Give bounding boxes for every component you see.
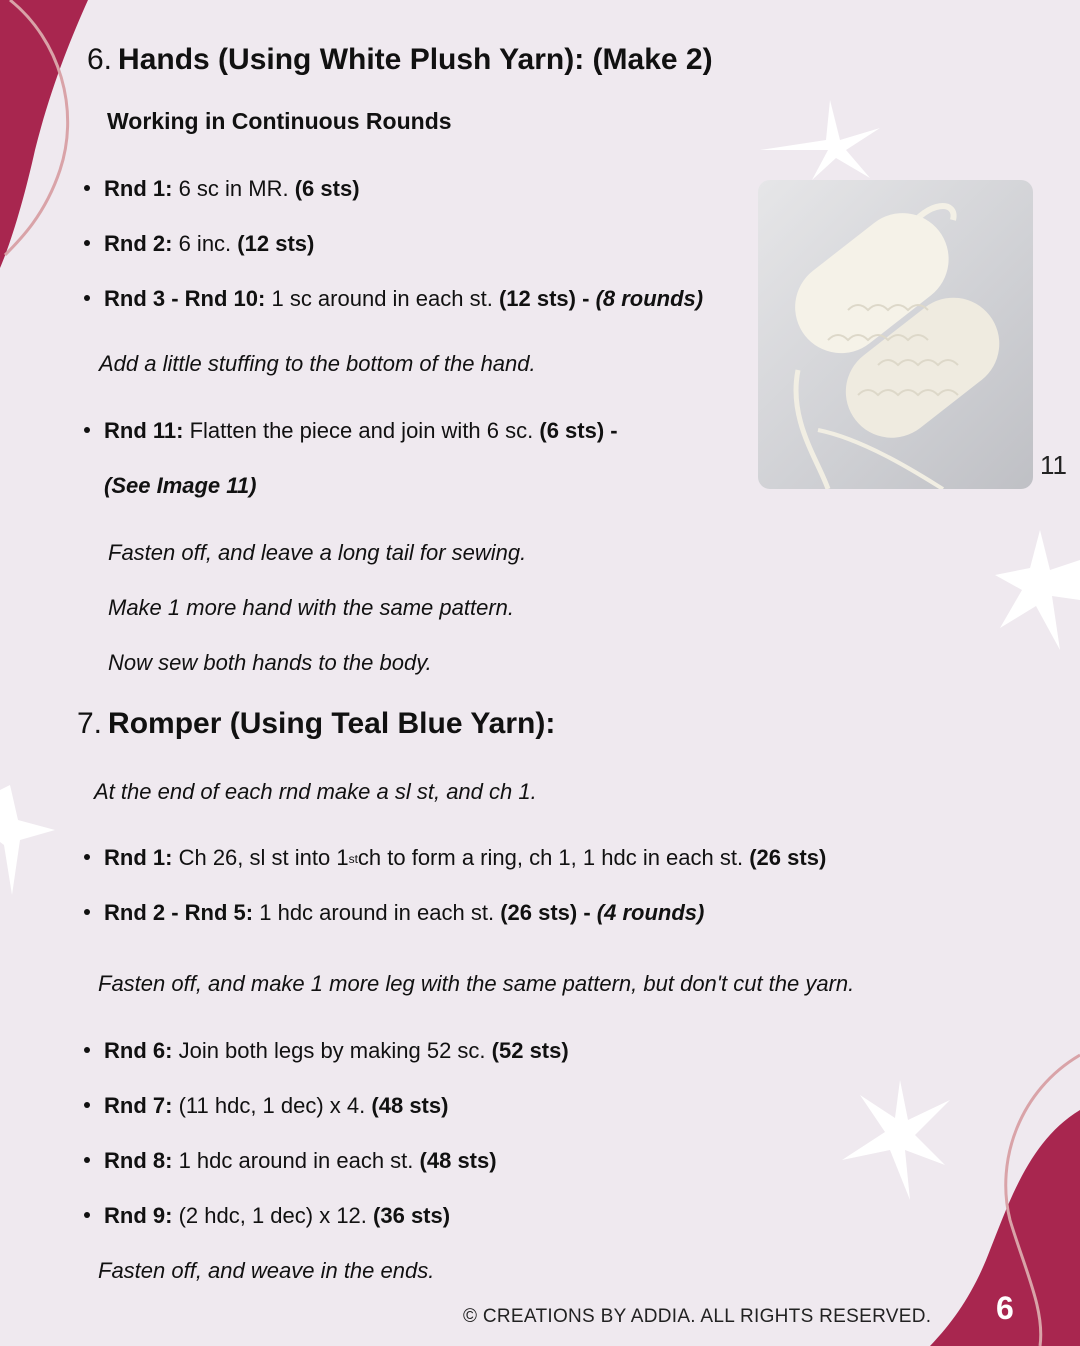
list-item (84, 1148, 497, 1174)
stitch-count: (48 sts) (371, 1093, 449, 1118)
instruction-note: Now sew both hands to the body. (108, 650, 432, 675)
round-text-cont: ch to form a ring, ch 1, 1 hdc in each st. (357, 845, 744, 870)
bullet-icon (84, 1212, 90, 1218)
hands-section-title (87, 43, 713, 77)
round-label: Rnd 6: (104, 1038, 173, 1063)
round-label: Rnd 1: (104, 845, 173, 870)
instruction-note: Make 1 more hand with the same pattern. (108, 595, 514, 620)
list-item (84, 231, 314, 257)
bullet-icon (84, 1157, 90, 1163)
list-item (84, 1093, 448, 1119)
instruction-note: Add a little stuffing to the bottom of the hand. (99, 351, 536, 376)
bullet-icon (84, 240, 90, 246)
instruction-note: Fasten off, and make 1 more leg with the same pattern, but don't cut the yarn. (98, 971, 855, 996)
stitch-count: (26 sts) (749, 845, 827, 870)
stitch-count: (6 sts) - (539, 418, 618, 443)
instruction-note: At the end of each rnd make a sl st, and ch 1. (94, 779, 537, 804)
instruction-note: Fasten off, and weave in the ends. (98, 1258, 435, 1283)
stitch-count: (12 sts) (237, 231, 315, 256)
list-item (84, 286, 703, 312)
round-label: Rnd 7: (104, 1093, 173, 1118)
hands-subheading: Working in Continuous Rounds (107, 108, 452, 134)
round-text: (2 hdc, 1 dec) x 12. (178, 1203, 367, 1228)
list-item (84, 418, 618, 444)
round-text: 6 inc. (178, 231, 232, 256)
section-title-text: Hands (Using White Plush Yarn): (Make 2) (118, 43, 713, 76)
bullet-icon (84, 854, 90, 860)
round-label: Rnd 1: (104, 176, 173, 201)
section-title-text: Romper (Using Teal Blue Yarn): (108, 707, 556, 740)
stitch-count: (26 sts) - (500, 900, 591, 925)
image-number: 11 (1040, 450, 1067, 480)
image-reference: (See Image 11) (104, 473, 257, 498)
round-text: 1 hdc around in each st. (178, 1148, 414, 1173)
page-number: 6 (996, 1290, 1014, 1326)
round-text: Flatten the piece and join with 6 sc. (189, 418, 534, 443)
round-count: (8 rounds) (595, 286, 704, 311)
round-count: (4 rounds) (596, 900, 705, 925)
round-text: 1 sc around in each st. (271, 286, 493, 311)
stitch-count: (12 sts) - (498, 286, 590, 311)
round-label: Rnd 2: (104, 231, 173, 256)
list-item (84, 845, 826, 871)
stitch-count: (48 sts) (419, 1148, 497, 1173)
list-item (84, 1203, 450, 1229)
bullet-icon (84, 295, 90, 301)
round-label: Rnd 8: (104, 1148, 173, 1173)
stitch-count: (52 sts) (491, 1038, 569, 1063)
crochet-hands-illustration (758, 180, 1033, 489)
stitch-count: (6 sts) (294, 176, 360, 201)
round-text: Ch 26, sl st into 1 (178, 845, 349, 870)
round-text: 1 hdc around in each st. (259, 900, 495, 925)
stitch-count: (36 sts) (373, 1203, 451, 1228)
list-item (84, 1038, 569, 1064)
bullet-icon (84, 1102, 90, 1108)
bullet-icon (84, 427, 90, 433)
hands-photo (758, 180, 1033, 489)
bullet-icon (84, 1047, 90, 1053)
round-text: (11 hdc, 1 dec) x 4. (178, 1093, 366, 1118)
list-item (84, 900, 704, 926)
romper-section-title (77, 707, 555, 741)
copyright-footer: © CREATIONS BY ADDIA. ALL RIGHTS RESERVED. (463, 1306, 932, 1327)
section-number: 7. (77, 707, 103, 740)
ordinal-suffix: st (348, 852, 358, 866)
list-item (84, 176, 360, 202)
instruction-note: Fasten off, and leave a long tail for sewing. (108, 540, 527, 565)
round-label: Rnd 9: (104, 1203, 173, 1228)
round-text: 6 sc in MR. (178, 176, 289, 201)
bullet-icon (84, 185, 90, 191)
round-label: Rnd 3 - Rnd 10: (104, 286, 266, 311)
section-number: 6. (87, 43, 113, 76)
bullet-icon (84, 909, 90, 915)
round-text: Join both legs by making 52 sc. (178, 1038, 486, 1063)
round-label: Rnd 11: (104, 418, 184, 443)
round-label: Rnd 2 - Rnd 5: (104, 900, 254, 925)
